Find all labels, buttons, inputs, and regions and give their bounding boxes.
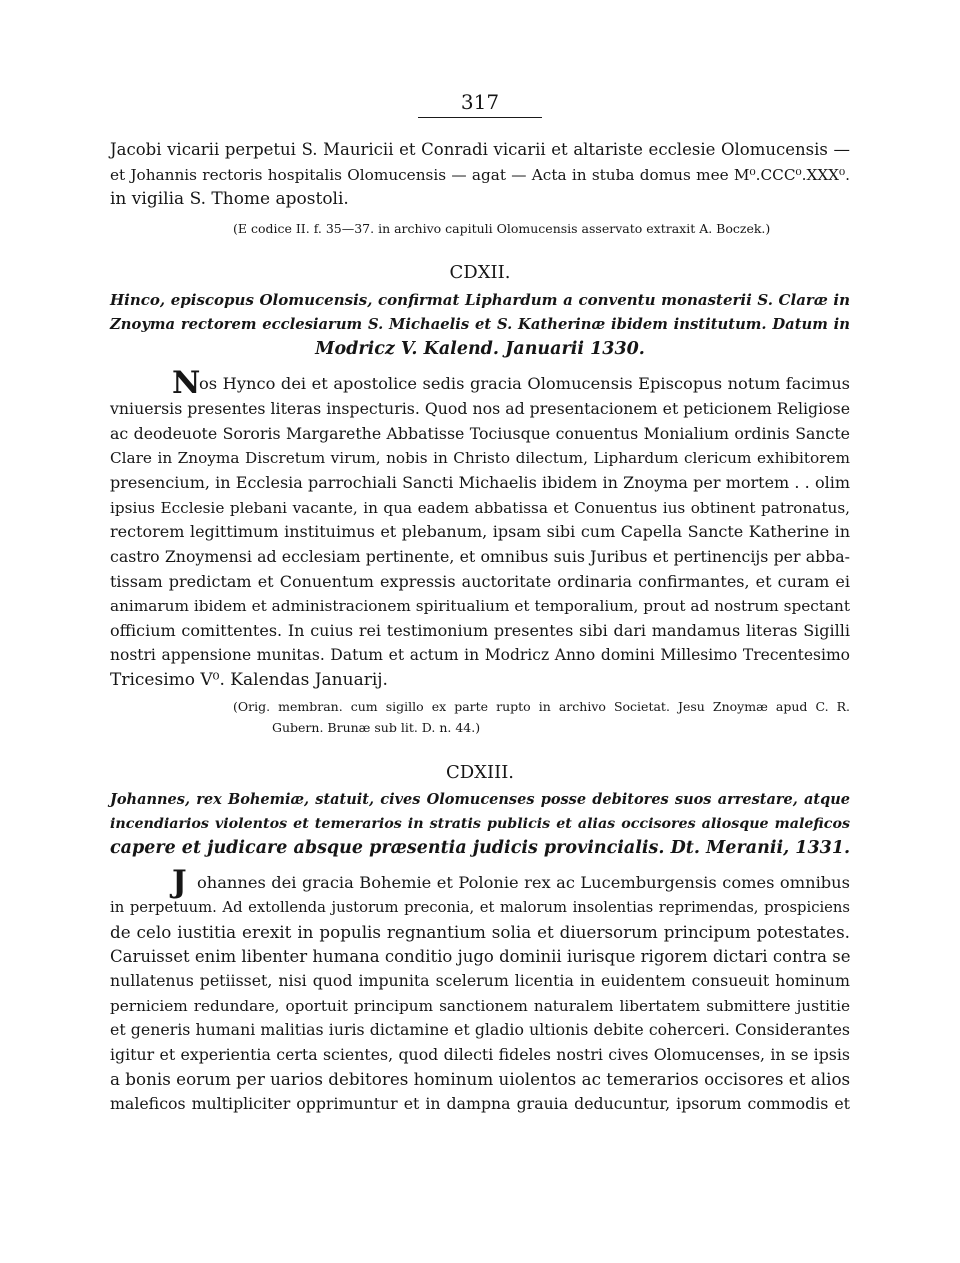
- initial-letter: N: [172, 365, 201, 401]
- text-line: Jacobi vicarii perpetui S. Mauricii et Conradi vicarii et altariste ecclesie Olomucensis —: [110, 140, 850, 159]
- page-header: [418, 90, 542, 114]
- text-line: nullatenus petiisset, nisi quod impunita scelerum licentia in euidentem consueuit hominum: [110, 971, 850, 990]
- text-line: Caruisset enim libenter humana conditio jugo dominii iurisque rigorem dictari contra se: [110, 947, 851, 966]
- source-note-line: Gubern. Brunæ sub lit. D. n. 44.): [272, 720, 481, 735]
- header-rule: [418, 117, 542, 118]
- text-line: os Hynco dei et apostolice sedis gracia Olomucensis Episcopus notum facimus: [199, 374, 850, 393]
- charter-summary-line: Johannes, rex Bohemiæ, statuit, cives Olomucenses posse debitores suos arrestare, atque: [110, 791, 850, 808]
- text-line: et generis humani malitias iuris dictamine et gladio ultionis debite coherceri. Considerantes: [110, 1020, 850, 1039]
- charter-number: CDXIII.: [445, 762, 515, 783]
- text-line: et Johannis rectoris hospitalis Olomucensis — agat — Acta in stuba domus mee M⁰.CCC⁰.XXX⁰.: [110, 166, 850, 184]
- text-line: in vigilia S. Thome apostoli.: [110, 189, 349, 209]
- text-line: rectorem legittimum instituimus et plebanum, ipsam sibi cum Capella Sancte Katherine in: [110, 522, 850, 541]
- page-number: 317: [460, 90, 500, 114]
- text-line: maleficos multipliciter opprimuntur et in dampna grauia deducuntur, ipsorum commodis et: [110, 1094, 850, 1113]
- source-note: (E codice II. f. 35—37. in archivo capituli Olomucensis asservato extraxit A. Boczek.): [233, 221, 771, 236]
- text-line: Tricesimo V⁰. Kalendas Januarij.: [110, 670, 388, 690]
- text-line: ac deodeuote Sororis Margarethe Abbatisse Tociusque conuentus Monialium ordinis Sancte: [110, 424, 850, 443]
- text-line: presencium, in Ecclesia parrochiali Sancti Michaelis ibidem in Znoyma per mortem . . olim: [110, 473, 850, 492]
- text-line: animarum ibidem et administracionem spiritualium et temporalium, prout ad nostrum spectant: [110, 597, 850, 615]
- charter-summary-line: Znoyma rectorem ecclesiarum S. Michaelis et S. Katherinæ ibidem institutum. Datum in: [110, 316, 850, 333]
- text-line: castro Znoymensi ad ecclesiam pertinente, et omnibus suis Juribus et pertinencijs per abba-: [110, 547, 850, 566]
- text-line: a bonis eorum per uarios debitores hominum uiolentos ac temerarios occisores et alios: [110, 1069, 851, 1089]
- charter-number: CDXII.: [449, 262, 511, 283]
- charter-summary-line: Modricz V. Kalend. Januarii 1330.: [315, 339, 645, 359]
- text-line: Clare in Znoyma Discretum virum, nobis in Christo dilectum, Liphardum clericum exhibitorem: [110, 449, 850, 467]
- charter-summary-line: incendiarios violentos et temerarios in stratis publicis et alias occisores aliosque maleficos: [110, 816, 850, 832]
- charter-summary-line: Hinco, episcopus Olomucensis, confirmat Liphardum a conventu monasterii S. Claræ in: [110, 291, 850, 309]
- text-line: tissam predictam et Conuentum expressis auctoritate ordinaria confirmantes, et curam ei: [110, 572, 850, 591]
- text-line: vniuersis presentes literas inspecturis. Quod nos ad presentacionem et peticionem Religiose: [110, 399, 851, 418]
- text-line: in perpetuum. Ad extollenda justorum preconia, et malorum insolentias reprimendas, prospiciens: [110, 899, 850, 916]
- text-line: officium comittentes. In cuius rei testimonium presentes sibi dari mandamus literas Sigilli: [110, 621, 850, 640]
- text-line: ohannes dei gracia Bohemie et Polonie rex ac Lucemburgensis comes omnibus: [197, 873, 850, 892]
- text-line: de celo iustitia erexit in populis regnantium solia et diuersorum principum potestates.: [110, 922, 850, 942]
- text-line: perniciem redundare, oportuit principum sanctionem naturalem libertatem submittere justitie: [110, 997, 850, 1015]
- text-line: igitur et experientia certa scientes, quod dilecti fideles nostri cives Olomucenses, in se ipsis: [110, 1045, 850, 1064]
- text-line: ipsius Ecclesie plebani vacante, in qua eadem abbatissa et Conuentus ius obtinent patronatus,: [110, 499, 850, 517]
- charter-summary-line: capere et judicare absque præsentia judicis provincialis. Dt. Meranii, 1331.: [110, 838, 851, 858]
- source-note-line: (Orig. membran. cum sigillo ex parte rupto in archivo Societat. Jesu Znoymæ apud C. R.: [233, 699, 850, 714]
- text-line: nostri appensione munitas. Datum et actum in Modricz Anno domini Millesimo Trecentesimo: [110, 646, 850, 664]
- initial-letter: J: [172, 864, 187, 900]
